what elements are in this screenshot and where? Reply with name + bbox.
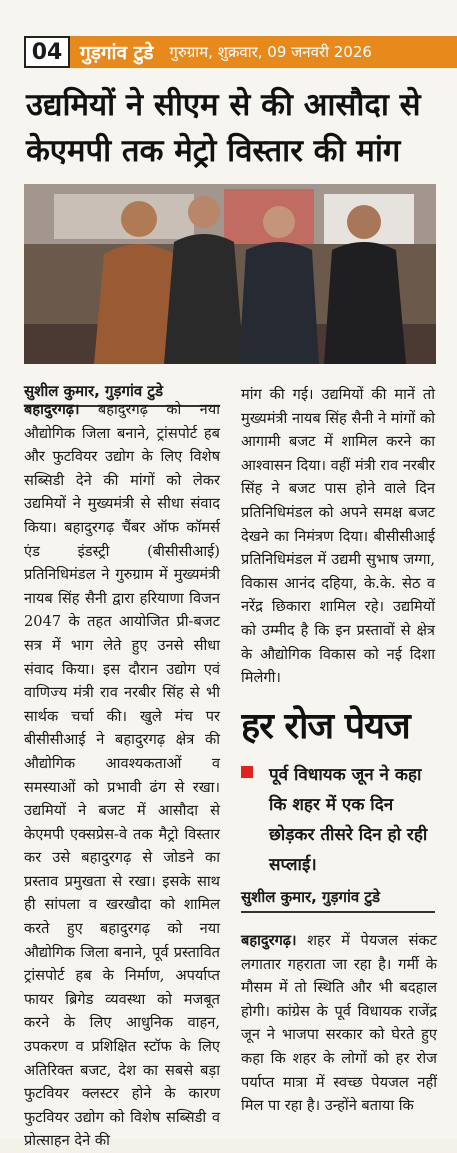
second-body-text: शहर में पेयजल संकट लगातार गहराता जा रहा है। गर्मी के मौसम में तो स्थिति और भी बदहाल होगी। कांग्रेस के पूर्व विधायक राजेंद्र जून ने भाजपा सरकार को घेरते हुए कहा कि शहर के लोगों को हर रोज पर्याप्त मात्रा में स्वच्छ पेयजल नहीं मिल पा रहा है। उन्होंने बताया कि: [241, 932, 437, 1115]
article-body-right: [241, 383, 435, 690]
news-photo: [24, 184, 436, 364]
banner-text: हर रोज पेयज: [241, 706, 410, 746]
second-article-headline: [241, 700, 457, 746]
body-text-right: मांग की गई। उद्यमियों की मानें तो मुख्यमंत्री नायब सिंह सैनी ने मांगों को आगामी बजट में शामिल करने का आश्वासन दिया। वहीं मंत्री राव नरबीर सिंह ने बजट पास होने वाले दिन प्रतिनिधिमंडल को अपने समक्ष बजट देखने का निमंत्रण दिया। बीसीसीआई प्रतिनिधिमंडल में उद्यमी सुभाष जग्गा, विकास आनंद दहिया, के.के. सेठ व नरेंद्र छिकारा शामिल रहे। उद्यमियों को उम्मीद है कि इन प्रस्तावों से क्षेत्र के औद्योगिक विकास को नई दिशा मिलेगी।: [241, 386, 435, 687]
dateline: गुरुग्राम, शुक्रवार, 09 जनवरी 2026: [163, 36, 457, 68]
headline: [26, 82, 446, 174]
page-header: [24, 36, 457, 68]
second-article-body: [241, 929, 437, 1118]
brand-name: गुड़गांव टुडे: [70, 36, 163, 68]
page-number: 04: [24, 36, 70, 68]
bullet-square-icon: [241, 766, 253, 778]
second-dateline-place: बहादुरगढ़।: [241, 932, 297, 949]
subhead-text: पूर्व विधायक जून ने कहा कि शहर में एक दिन छोड़कर तीसरे दिन हो रही सप्लाई।: [269, 765, 428, 875]
second-byline: सुशील कुमार, गुड़गांव टुडे: [241, 887, 435, 913]
second-article-subhead: [241, 760, 441, 880]
article-body-left: [24, 398, 220, 1153]
body-text-left: बहादुरगढ़ को नया औद्योगिक जिला बनाने, ट्रांसपोर्ट हब और फुटवियर उद्योग के लिए विशेष सब्सिडी देने की मांगों को लेकर उद्यमियों ने मुख्यमंत्री से सीधा संवाद किया। बहादुरगढ़ चैंबर ऑफ कॉमर्स एंड इंडस्ट्री (बीसीसीआई) प्रतिनिधिमंडल ने गुरुग्राम में मुख्यमंत्री नायब सिंह सैनी द्वारा हरियाणा विजन 2047 के तहत आयोजित प्री-बजट सत्र में भाग लेते हुए उनसे सीधा संवाद किया। इस दौरान उद्योग एवं वाणिज्य मंत्री राव नरबीर सिंह से भी सार्थक चर्चा की। खुले मंच पर बीसीसीआई ने बहादुरगढ़ क्षेत्र की औद्योगिक आवश्यकताओं व समस्याओं को प्रभावी ढंग से रखा। उद्यमियों ने बजट में आसौदा से केएमपी एक्सप्रेस-वे तक मैट्रो विस्तार कर उसे बहादुरगढ़ से जोडने का प्रस्ताव प्रमुखता से रखा। इसके साथ ही सांपला व खरखौदा को शामिल करते हुए बहादुरगढ़ को नया औद्योगिक जिला बनाने, पूर्व प्रस्तावित ट्रांसपोर्ट हब के निर्माण, अपर्याप्त फायर ब्रिगेड व्यवस्था को मजबूत करने के लिए आधुनिक वाहन, उपकरण व प्रशिक्षित स्टॉफ के लिए अतिरिक्त बजट, देश का सबसे बड़ा फुटवियर क्लस्टर होने के कारण फुटवियर उद्योग को विशेष सब्सिडी व प्रोत्साहन देने की: [24, 401, 221, 1150]
dateline-place: बहादुरगढ़।: [24, 401, 80, 418]
byline: सुशील कुमार, गुड़गांव टुडे: [24, 381, 220, 407]
headline-line-2: केएमपी तक मेट्रो विस्तार की मांग: [26, 133, 401, 169]
headline-line-1: उद्यमियों ने सीएम से की आसौदा से: [26, 87, 421, 123]
